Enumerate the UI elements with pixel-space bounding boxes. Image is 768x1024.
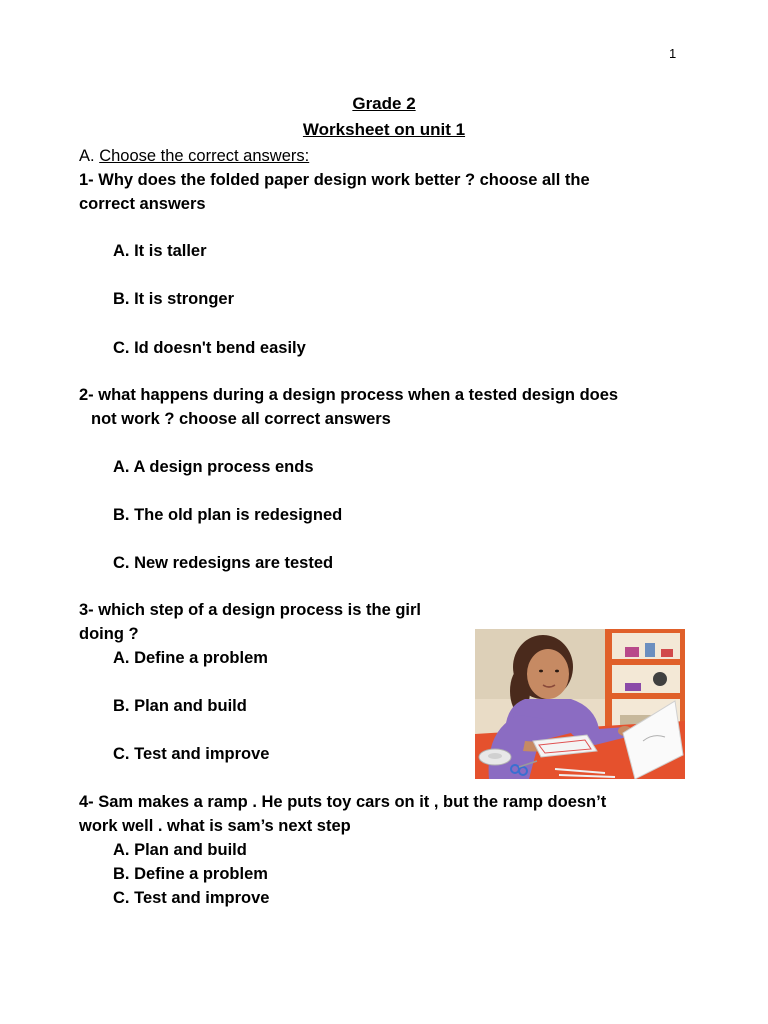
question-2-text-line-1: 2- what happens during a design process when a tested design does	[79, 386, 619, 404]
question-4-option-c: C. Test and improve	[113, 889, 270, 907]
question-4-text-line-2: work well . what is sam’s next step	[79, 817, 351, 835]
question-1-option-c: C. Id doesn't bend easily	[113, 339, 306, 357]
section-letter: A.	[79, 147, 95, 165]
question-3-option-a: A. Define a problem	[113, 649, 268, 667]
question-1-text-line-2: correct answers	[79, 195, 206, 213]
question-4-option-b: B. Define a problem	[113, 865, 268, 883]
question-1-text-line-1: 1- Why does the folded paper design work better ? choose all the	[79, 171, 590, 189]
question-2-text-line-2: not work ? choose all correct answers	[91, 410, 391, 428]
question-3-text-line-1: 3- which step of a design process is the girl	[79, 601, 421, 619]
question-1-option-b: B. It is stronger	[113, 290, 235, 308]
girl-building-photo	[475, 629, 685, 779]
question-4-text-line-1: 4- Sam makes a ramp . He puts toy cars on it , but the ramp doesn’t	[79, 793, 607, 811]
question-3-option-c: C. Test and improve	[113, 745, 270, 763]
section-heading	[79, 146, 309, 166]
question-3-option-b: B. Plan and build	[113, 697, 247, 715]
question-1-option-a: A. It is taller	[113, 242, 207, 260]
grade-heading: Grade 2	[352, 94, 416, 113]
question-4-option-a: A. Plan and build	[113, 841, 247, 859]
question-2-option-b: B. The old plan is redesigned	[113, 506, 343, 524]
section-title: Choose the correct answers:	[99, 147, 310, 165]
question-2-option-a: A. A design process ends	[113, 458, 314, 476]
page-number: 1	[669, 46, 677, 61]
question-2-option-c: C. New redesigns are tested	[113, 554, 334, 572]
worksheet-title: Worksheet on unit 1	[302, 120, 466, 139]
question-3-text-line-2: doing ?	[79, 625, 139, 643]
